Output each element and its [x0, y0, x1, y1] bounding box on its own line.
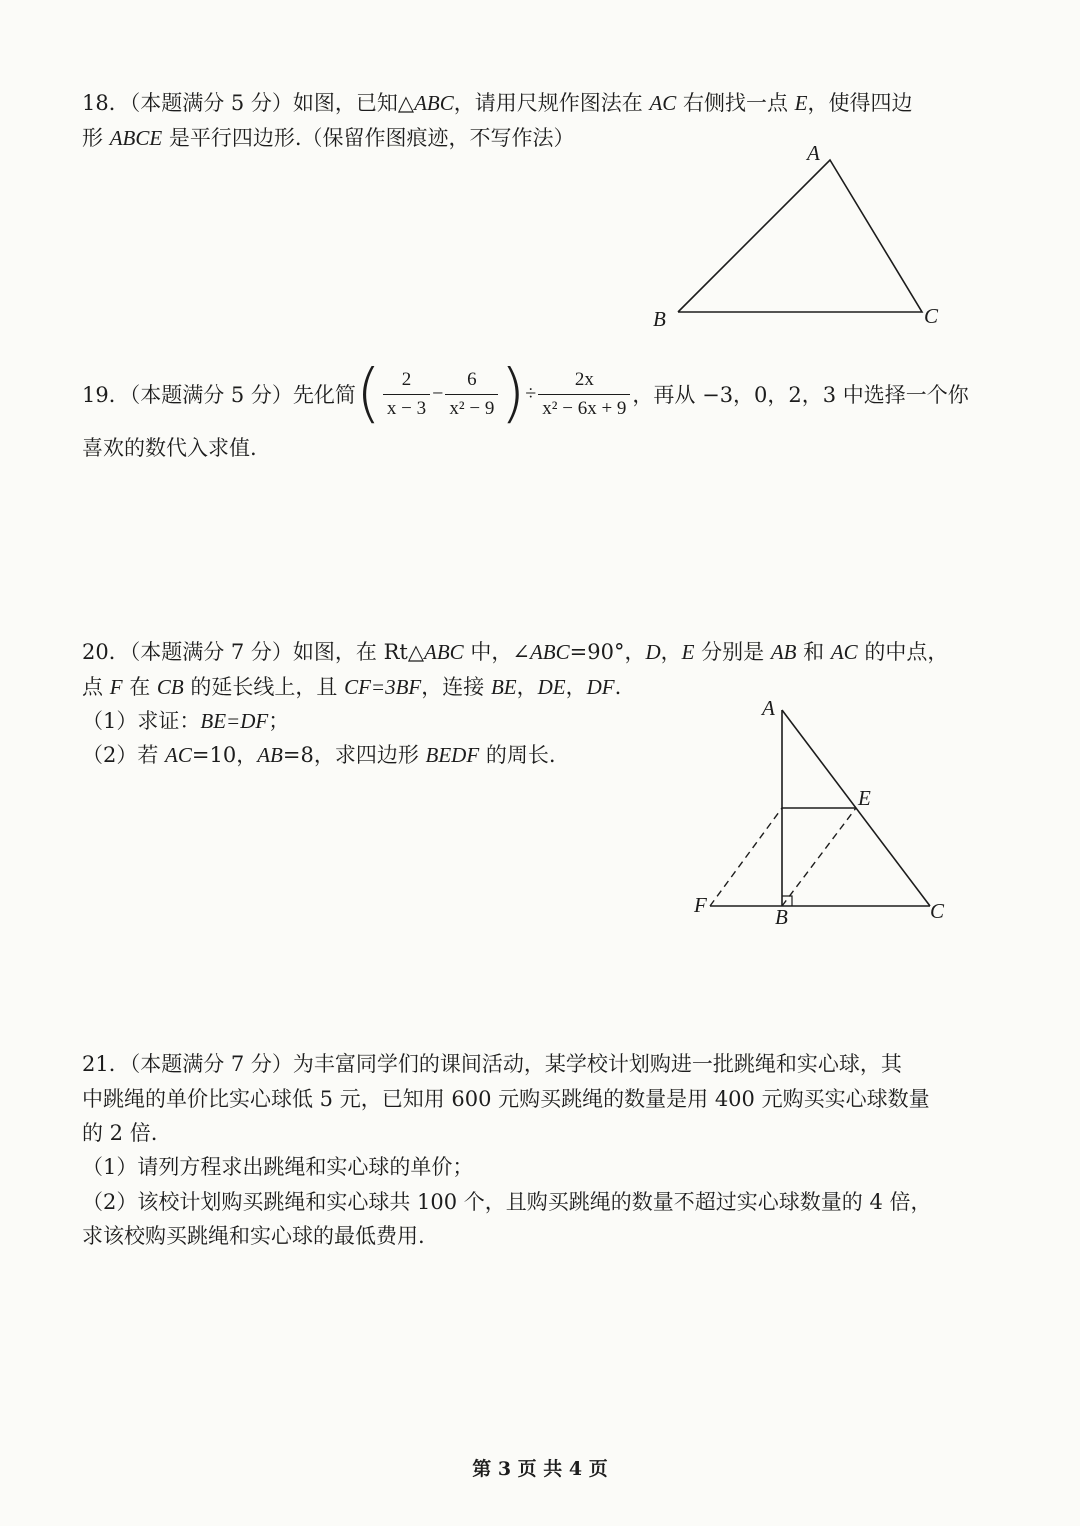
left-paren: (	[355, 357, 381, 431]
q20-part-1	[82, 711, 289, 732]
q20-var: AC	[830, 640, 858, 664]
q18-line-1	[82, 93, 912, 114]
q20-var: AB	[257, 743, 283, 767]
fraction-1-denominator: x − 3	[383, 394, 430, 420]
fraction-1	[383, 369, 430, 420]
q21-part-1: （1）请列方程求出跳绳和实心球的单价；	[82, 1155, 474, 1179]
q18-line-2	[82, 128, 575, 149]
q18-text: ，使得四边	[807, 91, 913, 115]
q20-text: 分别是	[694, 640, 771, 664]
q19-line-1	[82, 357, 969, 431]
vertex-label-f: F	[694, 893, 707, 917]
q20-text: 中，∠	[463, 640, 530, 664]
q20-text: ，	[516, 675, 538, 699]
q19-text: 19．（本题满分 5 分）先化简	[82, 383, 356, 407]
fraction-2-denominator: x² − 9	[445, 394, 498, 420]
fraction-3-denominator: x² − 6x + 9	[538, 394, 630, 420]
q20-var: CF=3BF	[344, 675, 422, 699]
page-footer: 第 3 页 共 4 页	[472, 1458, 608, 1480]
q21-line-2: 中跳绳的单价比实心球低 5 元，已知用 600 元购买跳绳的数量是用 400 元购买实心球数量	[82, 1087, 930, 1111]
q20-var: BEDF	[425, 743, 480, 767]
fraction-2-numerator: 6	[467, 368, 477, 390]
triangle-abc	[678, 160, 922, 312]
q20-var: F	[109, 675, 123, 699]
vertex-label-a: A	[762, 696, 775, 720]
vertex-label-e: E	[858, 786, 871, 810]
q20-var: E	[681, 640, 695, 664]
q18-text: 形	[82, 126, 110, 150]
vertex-label-c: C	[930, 899, 945, 923]
q20-var: BE=DF	[200, 709, 269, 733]
q21-part-2: （2）该校计划购买跳绳和实心球共 100 个，且购买跳绳的数量不超过实心球数量的 4 倍，	[82, 1190, 932, 1214]
q20-text: 的周长.	[479, 743, 556, 767]
q20-var: AC	[165, 743, 192, 767]
divide-sign: ÷	[525, 382, 537, 405]
fraction-3-numerator: 2x	[574, 368, 594, 390]
q20-text: 20．（本题满分 7 分）如图，在 Rt△	[82, 640, 425, 664]
q21-line-6: 求该校购买跳绳和实心球的最低费用.	[82, 1224, 425, 1248]
q20-var: BE	[490, 675, 517, 699]
q20-text: 点	[82, 675, 110, 699]
q21-line-3: 的 2 倍.	[82, 1121, 158, 1145]
q20-var: ABC	[529, 640, 570, 664]
q21-line-1: 21．（本题满分 7 分）为丰富同学们的课间活动，某学校计划购进一批跳绳和实心球，其	[82, 1052, 902, 1076]
vertex-label-a: A	[807, 141, 820, 165]
q20-text: ，	[565, 675, 587, 699]
q18-var: AC	[649, 91, 677, 115]
q20-line-1	[82, 642, 948, 663]
fraction-3	[538, 369, 630, 420]
q20-text: ；	[268, 709, 290, 733]
q18-var: E	[794, 91, 808, 115]
q18-text: 是平行四边形.（保留作图痕迹，不写作法）	[162, 126, 575, 150]
q20-text: ，连接	[421, 675, 491, 699]
q20-right-triangle-figure	[680, 690, 960, 935]
fraction-1-numerator: 2	[401, 368, 412, 390]
vertex-label-b: B	[653, 307, 666, 331]
q20-text: ，	[660, 640, 682, 664]
q20-text: =8，求四边形	[282, 743, 426, 767]
q20-text: 的中点，	[857, 640, 949, 664]
q20-text: =90°，	[569, 640, 646, 664]
segment-be-dashed	[782, 808, 856, 906]
vertex-label-b: B	[775, 905, 788, 929]
vertex-label-c: C	[924, 304, 939, 328]
q20-text: =10，	[191, 743, 258, 767]
q19-text: ，再从 −3，0，2，3 中选择一个你	[632, 383, 969, 407]
q20-text: （1）求证：	[82, 709, 201, 733]
right-paren: )	[500, 357, 526, 431]
q20-text: 和	[796, 640, 831, 664]
q20-line-2	[82, 677, 621, 698]
q18-text: 18．（本题满分 5 分）如图，已知△	[82, 91, 415, 115]
minus-sign: −	[432, 382, 444, 405]
q18-var: ABCE	[109, 126, 163, 150]
q20-text: .	[614, 675, 622, 699]
segment-df-dashed	[710, 808, 782, 906]
q20-var: ABC	[424, 640, 464, 664]
q20-var: DE	[537, 675, 566, 699]
q18-text: ，请用尺规作图法在	[453, 91, 650, 115]
q19-line-2: 喜欢的数代入求值.	[82, 436, 257, 460]
q20-var: D	[645, 640, 661, 664]
fraction-2	[445, 369, 498, 420]
q20-var: DF	[586, 675, 615, 699]
q20-var: CB	[156, 675, 184, 699]
q18-var: ABC	[414, 91, 454, 115]
q18-triangle-figure	[640, 135, 960, 335]
q18-text: 右侧找一点	[676, 91, 795, 115]
q20-var: AB	[770, 640, 797, 664]
q20-part-2	[82, 745, 556, 766]
q20-text: （2）若	[82, 743, 166, 767]
q20-text: 在	[122, 675, 157, 699]
q20-text: 的延长线上，且	[183, 675, 345, 699]
